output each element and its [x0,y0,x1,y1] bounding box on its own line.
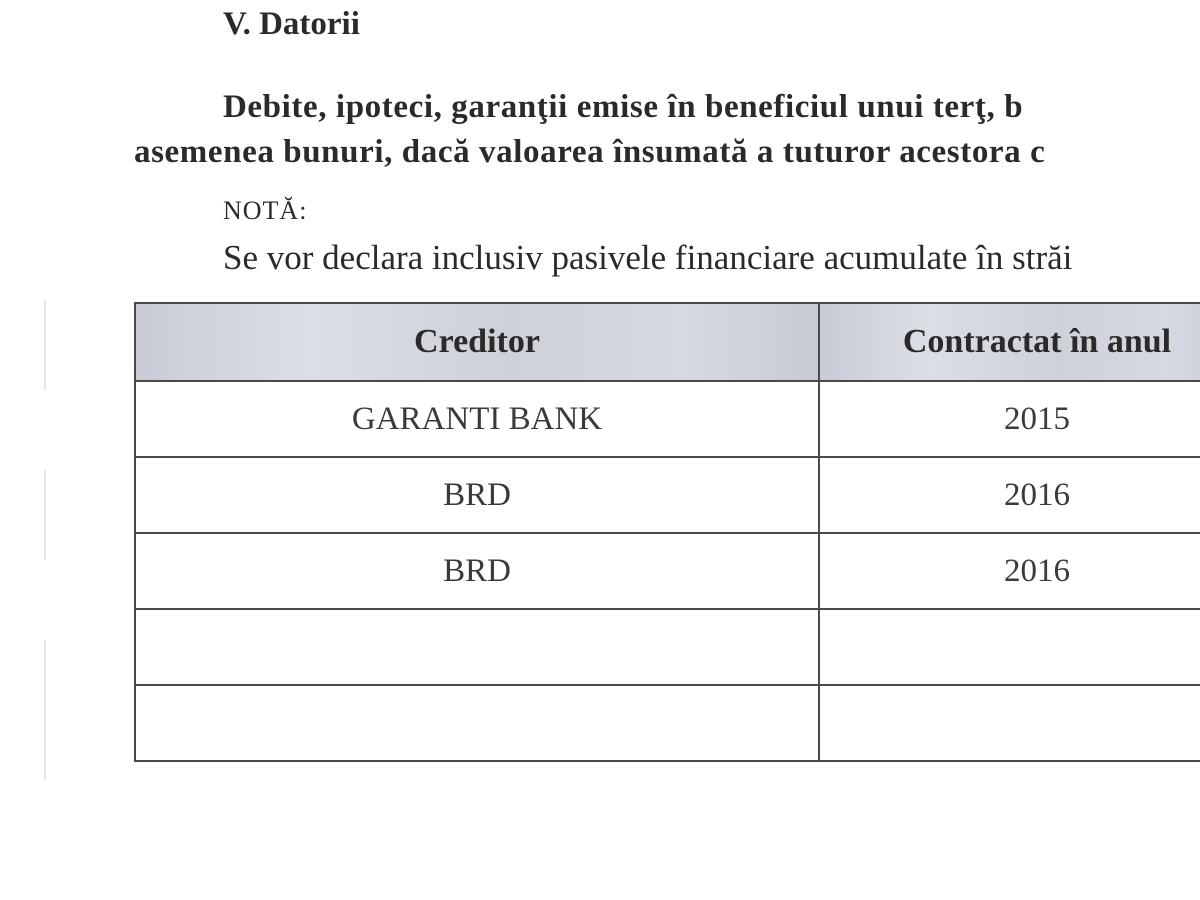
table-row [135,533,1200,609]
contract-year-cell [819,609,1200,685]
intro-text-line-2: asemenea bunuri, dacă valoarea însumată a tuturor acestora c [134,134,1046,170]
creditor-cell [135,609,819,685]
table-row [135,381,1200,457]
contract-year-cell: 2015 [819,381,1200,457]
creditor-cell: BRD [135,457,819,533]
debts-table [134,302,1200,762]
contract-year-cell: 2016 [819,533,1200,609]
creditor-cell: GARANTI BANK [135,381,819,457]
creditor-cell [135,685,819,761]
table-header-row [135,303,1200,381]
section-title: V. Datorii [223,6,360,42]
table-row [135,609,1200,685]
note-text: Se vor declara inclusiv pasivele financiare acumulate în străi [223,238,1073,277]
intro-text-line-1: Debite, ipoteci, garanţii emise în beneficiul unui terţ, b [223,89,1024,125]
scan-margin-mark [44,470,46,560]
table-row [135,685,1200,761]
contract-year-cell [819,685,1200,761]
column-header-creditor: Creditor [135,303,819,381]
scan-margin-mark [44,640,46,780]
note-label: NOTĂ: [223,196,308,225]
contract-year-cell: 2016 [819,457,1200,533]
column-header-contract-year: Contractat în anul [819,303,1200,381]
scan-margin-mark [44,300,46,390]
creditor-cell: BRD [135,533,819,609]
table-row [135,457,1200,533]
